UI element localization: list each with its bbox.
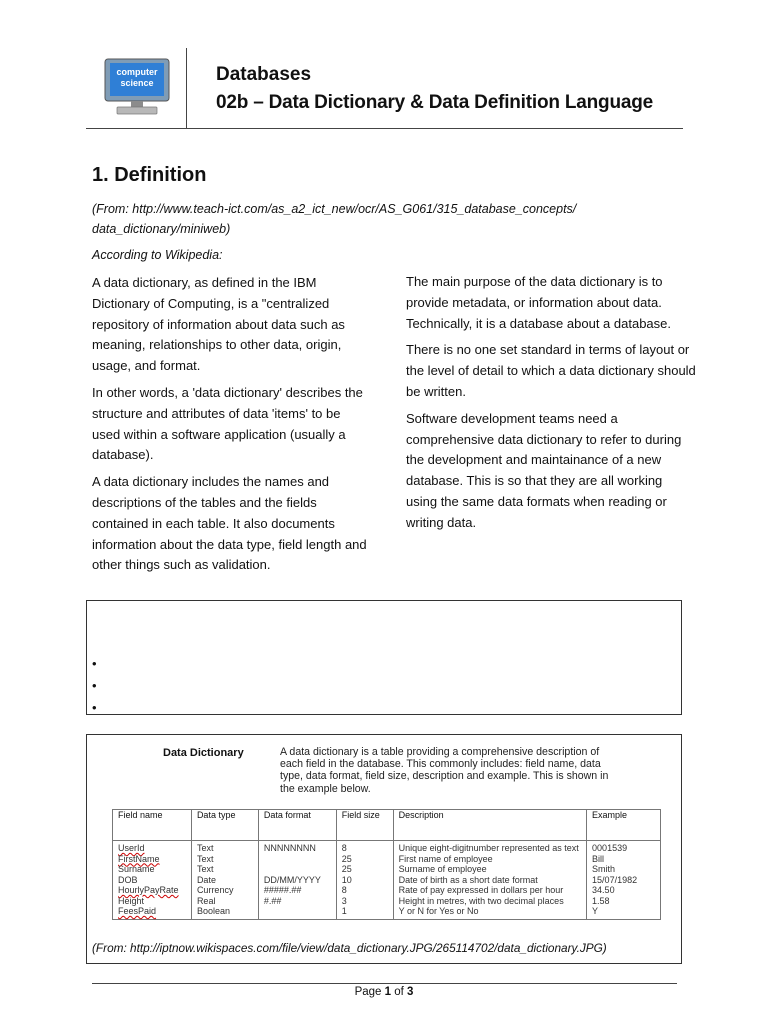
example-cell: Smith (587, 864, 661, 875)
column-header-field-size: Field size (336, 810, 393, 841)
description-cell: Date of birth as a short date format (393, 875, 586, 886)
bullet-point: • (92, 700, 97, 715)
table-header-row (113, 810, 661, 841)
figure-source-citation: (From: http://iptnow.wikispaces.com/file/view/data_dictionary.JPG/265114702/data_dictionary.JPG) (92, 941, 607, 955)
field-size-cell: 8 (336, 885, 393, 896)
field-name: Height (118, 895, 145, 906)
page-total: 3 (407, 986, 414, 998)
field-name-cell (113, 854, 192, 865)
field-size-cell: 10 (336, 875, 393, 886)
paragraph: The main purpose of the data dictionary is to provide metadata, or information about data. Technically, it is a database about a database. (406, 274, 671, 331)
data-format-cell: #.## (258, 896, 336, 907)
example-cell: 0001539 (587, 841, 661, 854)
column-header-description: Description (393, 810, 586, 841)
field-name: FirstName (118, 853, 160, 864)
field-name-cell (113, 896, 192, 907)
source-citation-line-2: data_dictionary/miniweb) (92, 222, 231, 236)
data-format-cell: DD/MM/YYYY (258, 875, 336, 886)
page-number (0, 986, 768, 998)
according-to-wikipedia: According to Wikipedia: (92, 248, 223, 262)
data-format-cell (258, 906, 336, 919)
description-cell: First name of employee (393, 854, 586, 865)
example-cell: 15/07/1982 (587, 875, 661, 886)
field-name-cell (113, 875, 192, 886)
bullet-list-box (86, 600, 682, 715)
right-text-column (406, 272, 696, 540)
field-size-cell: 25 (336, 864, 393, 875)
description-cell: Unique eight-digitnumber represented as text (393, 841, 586, 854)
data-type-cell: Boolean (191, 906, 258, 919)
column-header-data-type: Data type (191, 810, 258, 841)
data-format-cell (258, 854, 336, 865)
data-type-cell: Text (191, 854, 258, 865)
bullet-point: • (92, 656, 97, 671)
column-header-example: Example (587, 810, 661, 841)
table-row (113, 906, 661, 919)
table-row (113, 854, 661, 865)
field-name-cell (113, 841, 192, 854)
figure-intro-text: A data dictionary is a table providing a comprehensive description of each field in the database. This commonly includes: field name, data type, data format, field size, description and example. This is shown in the example below. (280, 746, 609, 795)
description-cell: Surname of employee (393, 864, 586, 875)
computer-science-logo (103, 58, 171, 116)
example-cell: 34.50 (587, 885, 661, 896)
logo-text-science: science (120, 78, 154, 88)
page-current: 1 (384, 986, 392, 998)
data-format-cell: #####.## (258, 885, 336, 896)
field-name: Surname (118, 864, 155, 874)
field-name: HourlyPayRate (118, 885, 179, 895)
table-row (113, 841, 661, 854)
field-name: UserId (118, 843, 145, 853)
left-text-column (92, 273, 372, 582)
data-type-cell: Real (191, 896, 258, 907)
example-cell: Bill (587, 854, 661, 865)
paragraph: A data dictionary includes the names and descriptions of the tables and the fields contained in each table. It also documents information about the data type, field length and other things such as validation. (92, 474, 367, 573)
data-type-cell: Text (191, 864, 258, 875)
table-row (113, 885, 661, 896)
data-type-cell: Currency (191, 885, 258, 896)
paragraph: There is no one set standard in terms of layout or the level of detail to which a data dictionary should be written. (406, 342, 696, 399)
description-cell: Height in metres, with two decimal places (393, 896, 586, 907)
field-size-cell: 8 (336, 841, 393, 854)
paragraph: In other words, a 'data dictionary' describes the structure and attributes of data 'items' to be used within a software application (usually a database). (92, 384, 363, 463)
paragraph: Software development teams need a comprehensive data dictionary to refer to during the development and maintainance of a new database. This is so that they are all working using the same data formats when reading or writing data. (406, 410, 682, 530)
field-size-cell: 25 (336, 854, 393, 865)
field-size-cell: 1 (336, 906, 393, 919)
data-dictionary-table (112, 809, 661, 920)
document-title: Databases (216, 64, 312, 85)
table-row (113, 896, 661, 907)
table-row (113, 875, 661, 886)
table-row (113, 864, 661, 875)
source-citation-line-1: (From: http://www.teach-ict.com/as_a2_ict_new/ocr/AS_G061/315_database_concepts/ (92, 202, 577, 216)
data-format-cell: NNNNNNNN (258, 841, 336, 854)
data-format-cell (258, 864, 336, 875)
header-divider-horizontal (86, 128, 683, 129)
page-of: of (391, 986, 408, 998)
bullet-point: • (92, 678, 97, 693)
description-cell: Y or N for Yes or No (393, 906, 586, 919)
column-header-field-name: Field name (113, 810, 192, 841)
field-name: FeesPaid (118, 906, 157, 916)
document-subtitle: 02b – Data Dictionary & Data Definition Language (216, 92, 653, 113)
example-cell: Y (587, 906, 661, 919)
figure-title: Data Dictionary (163, 747, 244, 759)
data-type-cell: Text (191, 841, 258, 854)
description-cell: Rate of pay expressed in dollars per hour (393, 885, 586, 896)
data-type-cell: Date (191, 875, 258, 886)
example-cell: 1.58 (587, 896, 661, 907)
header-divider-vertical (186, 48, 187, 129)
field-name-cell (113, 906, 192, 919)
field-name: DOB (118, 874, 138, 885)
footer-divider (92, 983, 677, 984)
paragraph: A data dictionary, as defined in the IBM Dictionary of Computing, is a "centralized repository of information about data such as meaning, relationships to other data, origin, usage, and format. (92, 275, 345, 374)
logo-text-computer: computer (116, 67, 158, 77)
section-heading: 1. Definition (92, 164, 207, 186)
page-prefix: Page (354, 986, 385, 998)
field-name-cell (113, 885, 192, 896)
field-name-cell (113, 864, 192, 875)
column-header-data-format: Data format (258, 810, 336, 841)
field-size-cell: 3 (336, 896, 393, 907)
